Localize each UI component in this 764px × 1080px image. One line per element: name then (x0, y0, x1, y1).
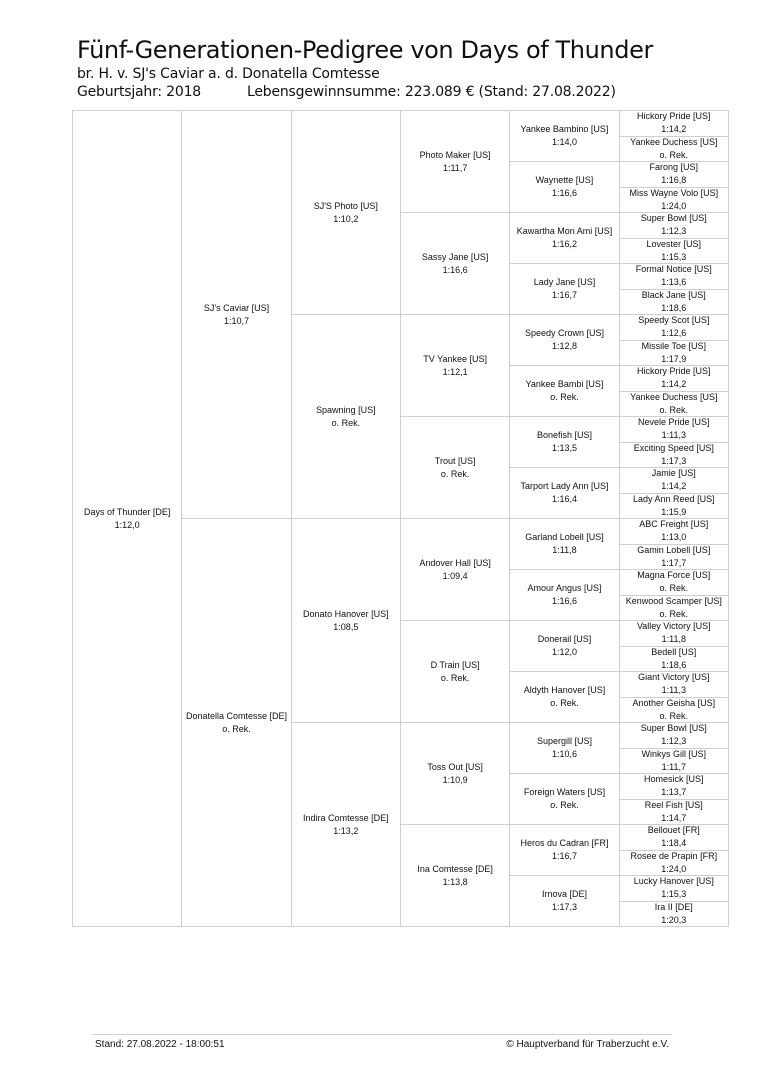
pedigree-cell-gen5 (509, 263, 619, 315)
horse-record: 1:10,9 (442, 774, 468, 785)
horse-record: 1:24,0 (661, 200, 687, 211)
horse-record: 1:13,2 (333, 825, 359, 836)
horse-name: Irnova [DE] (541, 889, 587, 899)
horse-record: 1:16,6 (551, 188, 577, 198)
pedigree-cell-gen6 (619, 671, 729, 698)
horse-record: o. Rek. (550, 800, 579, 810)
horse-record: 1:12,0 (551, 647, 577, 657)
pedigree-cell-gen5 (509, 314, 619, 366)
horse-record: 1:12,8 (551, 341, 577, 351)
horse-name: Hickory Pride [US] (637, 366, 711, 377)
horse-name: Foreign Waters [US] (523, 787, 606, 797)
horse-record: o. Rek. (550, 698, 579, 708)
horse-record: 1:14,2 (661, 124, 687, 135)
horse-name: Winkys Gill [US] (641, 748, 707, 759)
horse-record: 1:17,3 (661, 455, 687, 466)
horse-record: o. Rek. (331, 417, 361, 428)
pedigree-cell-gen5 (509, 212, 619, 264)
horse-name: Speedy Crown [US] (524, 328, 604, 338)
horse-name: Giant Victory [US] (638, 672, 710, 683)
pedigree-cell-gen6 (619, 365, 729, 392)
horse-name: Donato Hanover [US] (303, 608, 389, 619)
horse-name: SJ'S Photo [US] (313, 200, 378, 211)
pedigree-cell-gen6 (619, 110, 729, 137)
horse-name: Trout [US] (434, 455, 476, 466)
pedigree-cell-gen5 (509, 467, 619, 519)
horse-record: o. Rek. (440, 468, 470, 479)
horse-name: Hickory Pride [US] (637, 111, 711, 122)
horse-name: Homesick [US] (644, 774, 704, 785)
horse-name: Nevele Pride [US] (638, 417, 710, 428)
horse-name: Indira Comtesse [DE] (303, 812, 389, 823)
pedigree-cell-gen6 (619, 646, 729, 673)
pedigree-cell-gen4 (400, 824, 510, 927)
horse-name: Reel Fish [US] (644, 799, 703, 810)
horse-name: Sassy Jane [US] (421, 251, 489, 262)
pedigree-cell-gen4 (400, 110, 510, 213)
horse-record: 1:17,3 (551, 902, 577, 912)
horse-record: o. Rek. (222, 723, 251, 734)
horse-name: Yankee Bambino [US] (520, 124, 609, 134)
pedigree-cell-gen6 (619, 901, 729, 928)
pedigree-cell-gen5 (509, 161, 619, 213)
horse-record: 1:11,3 (661, 685, 686, 696)
horse-record: 1:16,7 (551, 290, 577, 300)
pedigree-cell-gen6 (619, 544, 729, 571)
horse-record: 1:15,3 (661, 889, 687, 900)
pedigree-cell-gen4 (400, 518, 510, 621)
horse-name: Bedell [US] (651, 646, 697, 657)
horse-name: Super Bowl [US] (640, 723, 707, 734)
pedigree-cell-gen6 (619, 314, 729, 341)
horse-name: Exciting Speed [US] (633, 442, 714, 453)
page-title: Fünf-Generationen-Pedigree von Days of Thunder (77, 36, 653, 64)
pedigree-cell-gen6 (619, 824, 729, 851)
horse-name: Kawartha Mon Ami [US] (516, 226, 613, 236)
horse-name: Photo Maker [US] (419, 149, 491, 160)
pedigree-cell-gen6 (619, 442, 729, 469)
footer-copyright: © Hauptverband für Traberzucht e.V. (506, 1039, 669, 1050)
pedigree-cell-gen3 (291, 518, 401, 723)
horse-record: 1:13,6 (661, 277, 687, 288)
pedigree-cell-gen6 (619, 620, 729, 647)
horse-name: Lucky Hanover [US] (633, 876, 714, 887)
horse-record: o. Rek. (550, 392, 579, 402)
horse-record: 1:16,6 (551, 596, 577, 606)
horse-name: D Train [US] (430, 659, 480, 670)
horse-record: 1:13,8 (442, 876, 468, 887)
horse-record: 1:11,7 (661, 761, 686, 772)
horse-name: Andover Hall [US] (419, 557, 491, 568)
horse-name: Lovester [US] (646, 238, 702, 249)
horse-name: Spawning [US] (316, 404, 376, 415)
pedigree-cell-gen5 (509, 110, 619, 162)
horse-record: 1:13,5 (551, 443, 577, 453)
horse-name: ABC Freight [US] (639, 519, 709, 530)
horse-name: Another Geisha [US] (632, 697, 716, 708)
horse-record: 1:10,6 (551, 749, 577, 759)
pedigree-cell-gen6 (619, 850, 729, 877)
pedigree-cell-gen5 (509, 773, 619, 825)
footer-timestamp: Stand: 27.08.2022 - 18:00:51 (95, 1039, 225, 1050)
pedigree-table (72, 110, 728, 926)
horse-name: Magna Force [US] (637, 570, 711, 581)
pedigree-cell-gen5 (509, 875, 619, 927)
horse-record: 1:16,8 (661, 175, 687, 186)
pedigree-cell-gen5 (509, 620, 619, 672)
horse-record: 1:09,4 (442, 570, 468, 581)
pedigree-cell-gen6 (619, 187, 729, 214)
pedigree-cell-gen6 (619, 799, 729, 826)
horse-name: Bonefish [US] (536, 430, 592, 440)
pedigree-cell-gen6 (619, 212, 729, 239)
pedigree-cell-gen5 (509, 824, 619, 876)
horse-name: Ira II [DE] (654, 901, 693, 912)
horse-name: Black Jane [US] (641, 289, 706, 300)
horse-name: Toss Out [US] (427, 761, 483, 772)
horse-record: 1:18,6 (661, 659, 687, 670)
pedigree-cell-gen4 (400, 212, 510, 315)
horse-record: 1:15,3 (661, 251, 687, 262)
horse-record: 1:12,0 (114, 519, 140, 530)
horse-record: 1:08,5 (333, 621, 359, 632)
horse-record: o. Rek. (659, 710, 689, 721)
pedigree-cell-gen6 (619, 493, 729, 520)
horse-record: 1:16,4 (551, 494, 577, 504)
horse-name: Yankee Duchess [US] (630, 136, 718, 147)
horse-name: Lady Ann Reed [US] (633, 493, 715, 504)
pedigree-cell-gen4 (400, 722, 510, 825)
pedigree-cell-gen4 (400, 620, 510, 723)
pedigree-subtitle: br. H. v. SJ's Caviar a. d. Donatella Comtesse (77, 66, 380, 82)
horse-name: Donerail [US] (537, 634, 592, 644)
horse-name: Missile Toe [US] (641, 340, 706, 351)
horse-record: 1:13,7 (661, 787, 687, 798)
pedigree-cell-gen6 (619, 289, 729, 316)
horse-record: 1:11,8 (552, 545, 577, 555)
pedigree-cell-gen6 (619, 697, 729, 724)
lifetime-earnings: Lebensgewinnsumme: 223.089 € (Stand: 27.08.2022) (247, 84, 616, 100)
horse-record: 1:12,3 (661, 736, 687, 747)
horse-name: Amour Angus [US] (527, 583, 602, 593)
horse-record: o. Rek. (659, 583, 689, 594)
pedigree-cell-gen6 (619, 136, 729, 163)
horse-name: Kenwood Scamper [US] (625, 595, 722, 606)
pedigree-cell-gen6 (619, 595, 729, 622)
pedigree-cell-gen5 (509, 518, 619, 570)
horse-record: 1:12,1 (442, 366, 468, 377)
horse-record: 1:12,3 (661, 226, 687, 237)
horse-name: Supergill [US] (536, 736, 592, 746)
pedigree-info-line (77, 84, 616, 101)
horse-record: 1:13,0 (661, 532, 687, 543)
horse-record: 1:17,7 (661, 557, 687, 568)
pedigree-cell-gen6 (619, 161, 729, 188)
horse-record: 1:17,9 (661, 353, 687, 364)
horse-record: 1:24,0 (661, 863, 687, 874)
pedigree-cell-gen5 (509, 671, 619, 723)
horse-name: Bellouet [FR] (647, 825, 700, 836)
pedigree-cell-gen6 (619, 238, 729, 265)
pedigree-cell-gen5 (509, 365, 619, 417)
horse-name: Yankee Duchess [US] (630, 391, 718, 402)
pedigree-cell-gen5 (509, 722, 619, 774)
pedigree-cell-gen3 (291, 722, 401, 927)
pedigree-cell-gen6 (619, 263, 729, 290)
horse-record: 1:14,0 (551, 137, 577, 147)
pedigree-cell-gen6 (619, 748, 729, 775)
horse-record: 1:10,2 (333, 213, 359, 224)
horse-record: 1:16,2 (551, 239, 577, 249)
horse-name: Super Bowl [US] (640, 213, 707, 224)
horse-record: 1:11,3 (661, 430, 686, 441)
horse-name: Garland Lobell [US] (525, 532, 604, 542)
horse-record: 1:16,6 (442, 264, 468, 275)
horse-record: 1:18,4 (661, 838, 687, 849)
pedigree-cell-gen5 (509, 569, 619, 621)
horse-name: Donatella Comtesse [DE] (185, 710, 288, 721)
horse-record: 1:14,2 (661, 481, 687, 492)
pedigree-cell-gen6 (619, 875, 729, 902)
pedigree-cell-gen5 (509, 416, 619, 468)
horse-name: Farong [US] (649, 162, 699, 173)
pedigree-cell-gen6 (619, 773, 729, 800)
pedigree-cell-gen6 (619, 416, 729, 443)
horse-record: 1:18,6 (661, 302, 687, 313)
pedigree-cell-gen2 (181, 110, 291, 519)
horse-record: 1:10,7 (223, 315, 249, 326)
horse-name: Aldyth Hanover [US] (523, 685, 606, 695)
horse-name: Speedy Scot [US] (638, 315, 710, 326)
horse-name: Tarport Lady Ann [US] (520, 481, 609, 491)
horse-name: Ina Comtesse [DE] (417, 863, 493, 874)
horse-record: 1:20,3 (661, 914, 687, 925)
horse-name: Waynette [US] (535, 175, 594, 185)
horse-record: 1:11,7 (442, 162, 468, 173)
horse-name: Valley Victory [US] (636, 621, 711, 632)
horse-record: o. Rek. (659, 404, 689, 415)
pedigree-cell-gen4 (400, 416, 510, 519)
pedigree-cell-gen3 (291, 314, 401, 519)
horse-record: o. Rek. (659, 608, 689, 619)
pedigree-cell-gen2 (181, 518, 291, 927)
horse-record: 1:14,2 (661, 379, 687, 390)
horse-record: 1:16,7 (551, 851, 577, 861)
horse-record: o. Rek. (659, 149, 689, 160)
horse-record: 1:14,7 (661, 812, 687, 823)
horse-name: Days of Thunder [DE] (83, 506, 171, 517)
pedigree-cell-gen6 (619, 518, 729, 545)
pedigree-cell-gen6 (619, 722, 729, 749)
pedigree-cell-gen1 (72, 110, 182, 927)
pedigree-cell-gen6 (619, 391, 729, 418)
horse-record: 1:15,9 (661, 506, 687, 517)
horse-record: o. Rek. (440, 672, 470, 683)
footer-divider (92, 1034, 672, 1035)
pedigree-cell-gen3 (291, 110, 401, 315)
horse-name: Gamin Lobell [US] (637, 544, 711, 555)
horse-name: Miss Wayne Volo [US] (629, 187, 719, 198)
horse-name: Lady Jane [US] (533, 277, 596, 287)
horse-record: 1:12,6 (661, 328, 687, 339)
horse-record: 1:11,8 (661, 634, 686, 645)
birth-year: Geburtsjahr: 2018 (77, 84, 202, 100)
pedigree-cell-gen6 (619, 569, 729, 596)
horse-name: Rosee de Prapin [FR] (630, 850, 718, 861)
pedigree-cell-gen4 (400, 314, 510, 417)
horse-name: Heros du Cadran [FR] (520, 838, 609, 848)
horse-name: SJ's Caviar [US] (203, 302, 270, 313)
pedigree-cell-gen6 (619, 467, 729, 494)
horse-name: Yankee Bambi [US] (525, 379, 604, 389)
horse-name: Formal Notice [US] (635, 264, 712, 275)
horse-name: TV Yankee [US] (423, 353, 487, 364)
pedigree-cell-gen6 (619, 340, 729, 367)
horse-name: Jamie [US] (651, 468, 696, 479)
